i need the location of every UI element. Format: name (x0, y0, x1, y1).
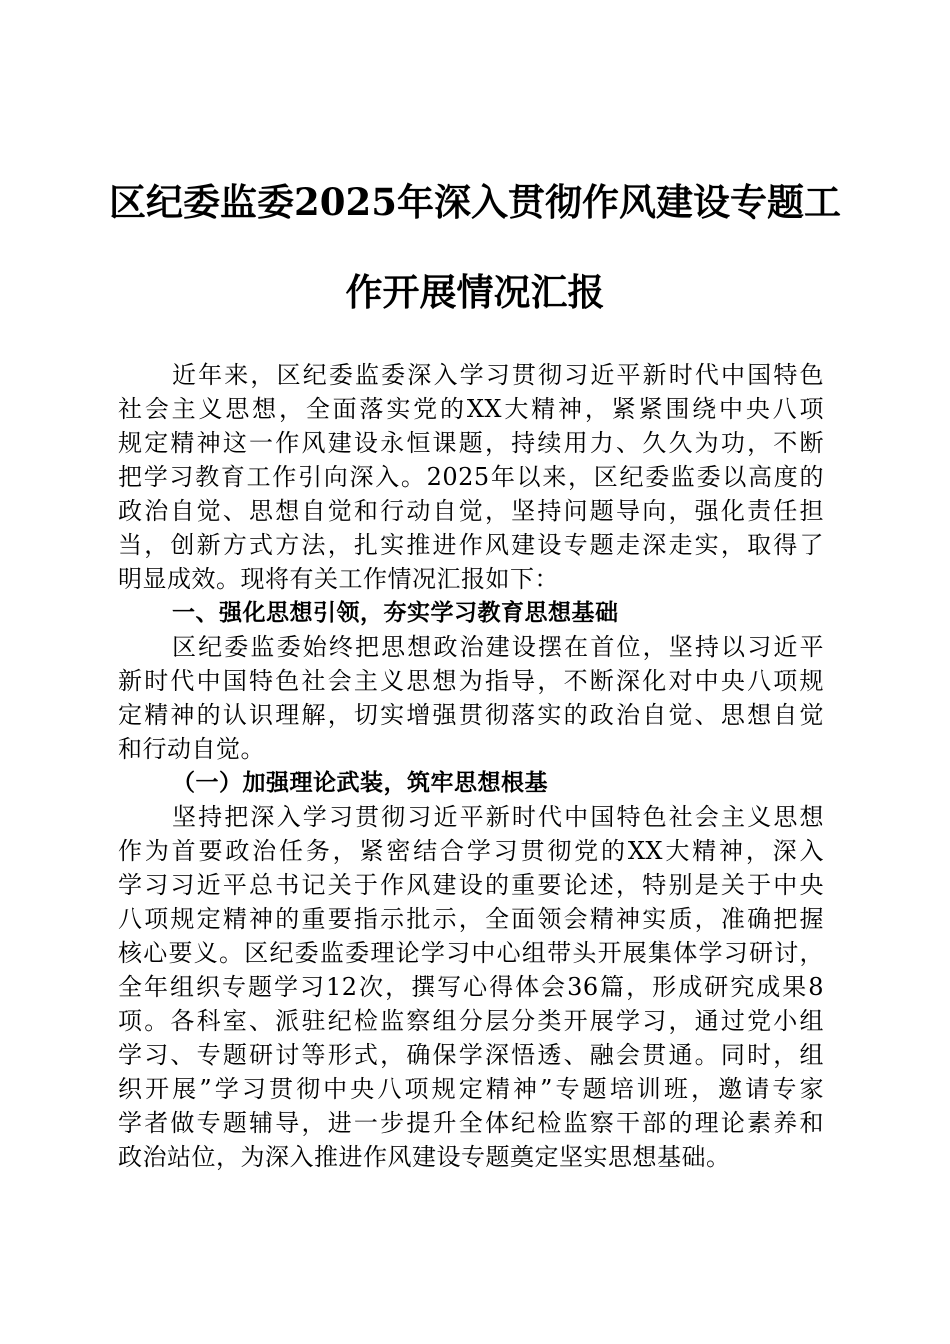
paragraph-line: 学习习近平总书记关于作风建设的重要论述，特别是关于中央 (118, 871, 824, 899)
paragraph-line: 作为首要政治任务，紧密结合学习贯彻党的XX大精神，深入 (118, 837, 824, 865)
paragraph-line: 全年组织专题学习12次，撰写心得体会36篇，形成研究成果8 (118, 973, 824, 1001)
paragraph-line: 社会主义思想，全面落实党的XX大精神，紧紧围绕中央八项 (118, 395, 824, 423)
paragraph-line: 学习、专题研讨等形式，确保学深悟透、融会贯通。同时，组 (118, 1041, 824, 1069)
paragraph-line: 项。各科室、派驻纪检监察组分层分类开展学习，通过党小组 (118, 1007, 824, 1035)
paragraph-line: 规定精神这一作风建设永恒课题，持续用力、久久为功，不断 (118, 429, 824, 457)
paragraph-line: 政治自觉、思想自觉和行动自觉，坚持问题导向，强化责任担 (118, 497, 824, 525)
paragraph-line: 当，创新方式方法，扎实推进作风建设专题走深走实，取得了 (118, 531, 824, 559)
paragraph-line: 织开展”学习贯彻中央八项规定精神”专题培训班，邀请专家 (118, 1075, 824, 1103)
paragraph-line: 新时代中国特色社会主义思想为指导，不断深化对中央八项规 (118, 667, 824, 695)
paragraph-line: 政治站位，为深入推进作风建设专题奠定坚实思想基础。 (118, 1143, 731, 1171)
paragraph-line: 区纪委监委始终把思想政治建设摆在首位，坚持以习近平 (172, 633, 824, 661)
document-title-line2: 作开展情况汇报 (345, 270, 605, 314)
document-title-line1: 区纪委监委2025年深入贯彻作风建设专题工 (109, 180, 841, 224)
paragraph-section-1 (118, 630, 824, 766)
paragraph-line: 学者做专题辅导，进一步提升全体纪检监察干部的理论素养和 (118, 1109, 824, 1137)
section-heading-1: 一、强化思想引领，夯实学习教育思想基础 (172, 600, 619, 626)
subsection-heading-1: （一）加强理论武装，筑牢思想根基 (172, 769, 548, 796)
paragraph-subsection-1 (118, 800, 824, 1174)
paragraph-line: 明显成效。现将有关工作情况汇报如下： (118, 565, 559, 593)
paragraph-line: 和行动自觉。 (118, 735, 265, 763)
document-body (118, 358, 824, 1174)
paragraph-line: 坚持把深入学习贯彻习近平新时代中国特色社会主义思想 (172, 803, 824, 831)
paragraph-line: 核心要义。区纪委监委理论学习中心组带头开展集体学习研讨， (118, 939, 824, 967)
paragraph-line: 定精神的认识理解，切实增强贯彻落实的政治自觉、思想自觉 (118, 701, 824, 729)
paragraph-line: 把学习教育工作引向深入。2025年以来，区纪委监委以高度的 (118, 463, 824, 491)
paragraph-line: 近年来，区纪委监委深入学习贯彻习近平新时代中国特色 (172, 361, 824, 389)
paragraph-line: 八项规定精神的重要指示批示，全面领会精神实质，准确把握 (118, 905, 824, 933)
paragraph-intro (118, 358, 824, 596)
